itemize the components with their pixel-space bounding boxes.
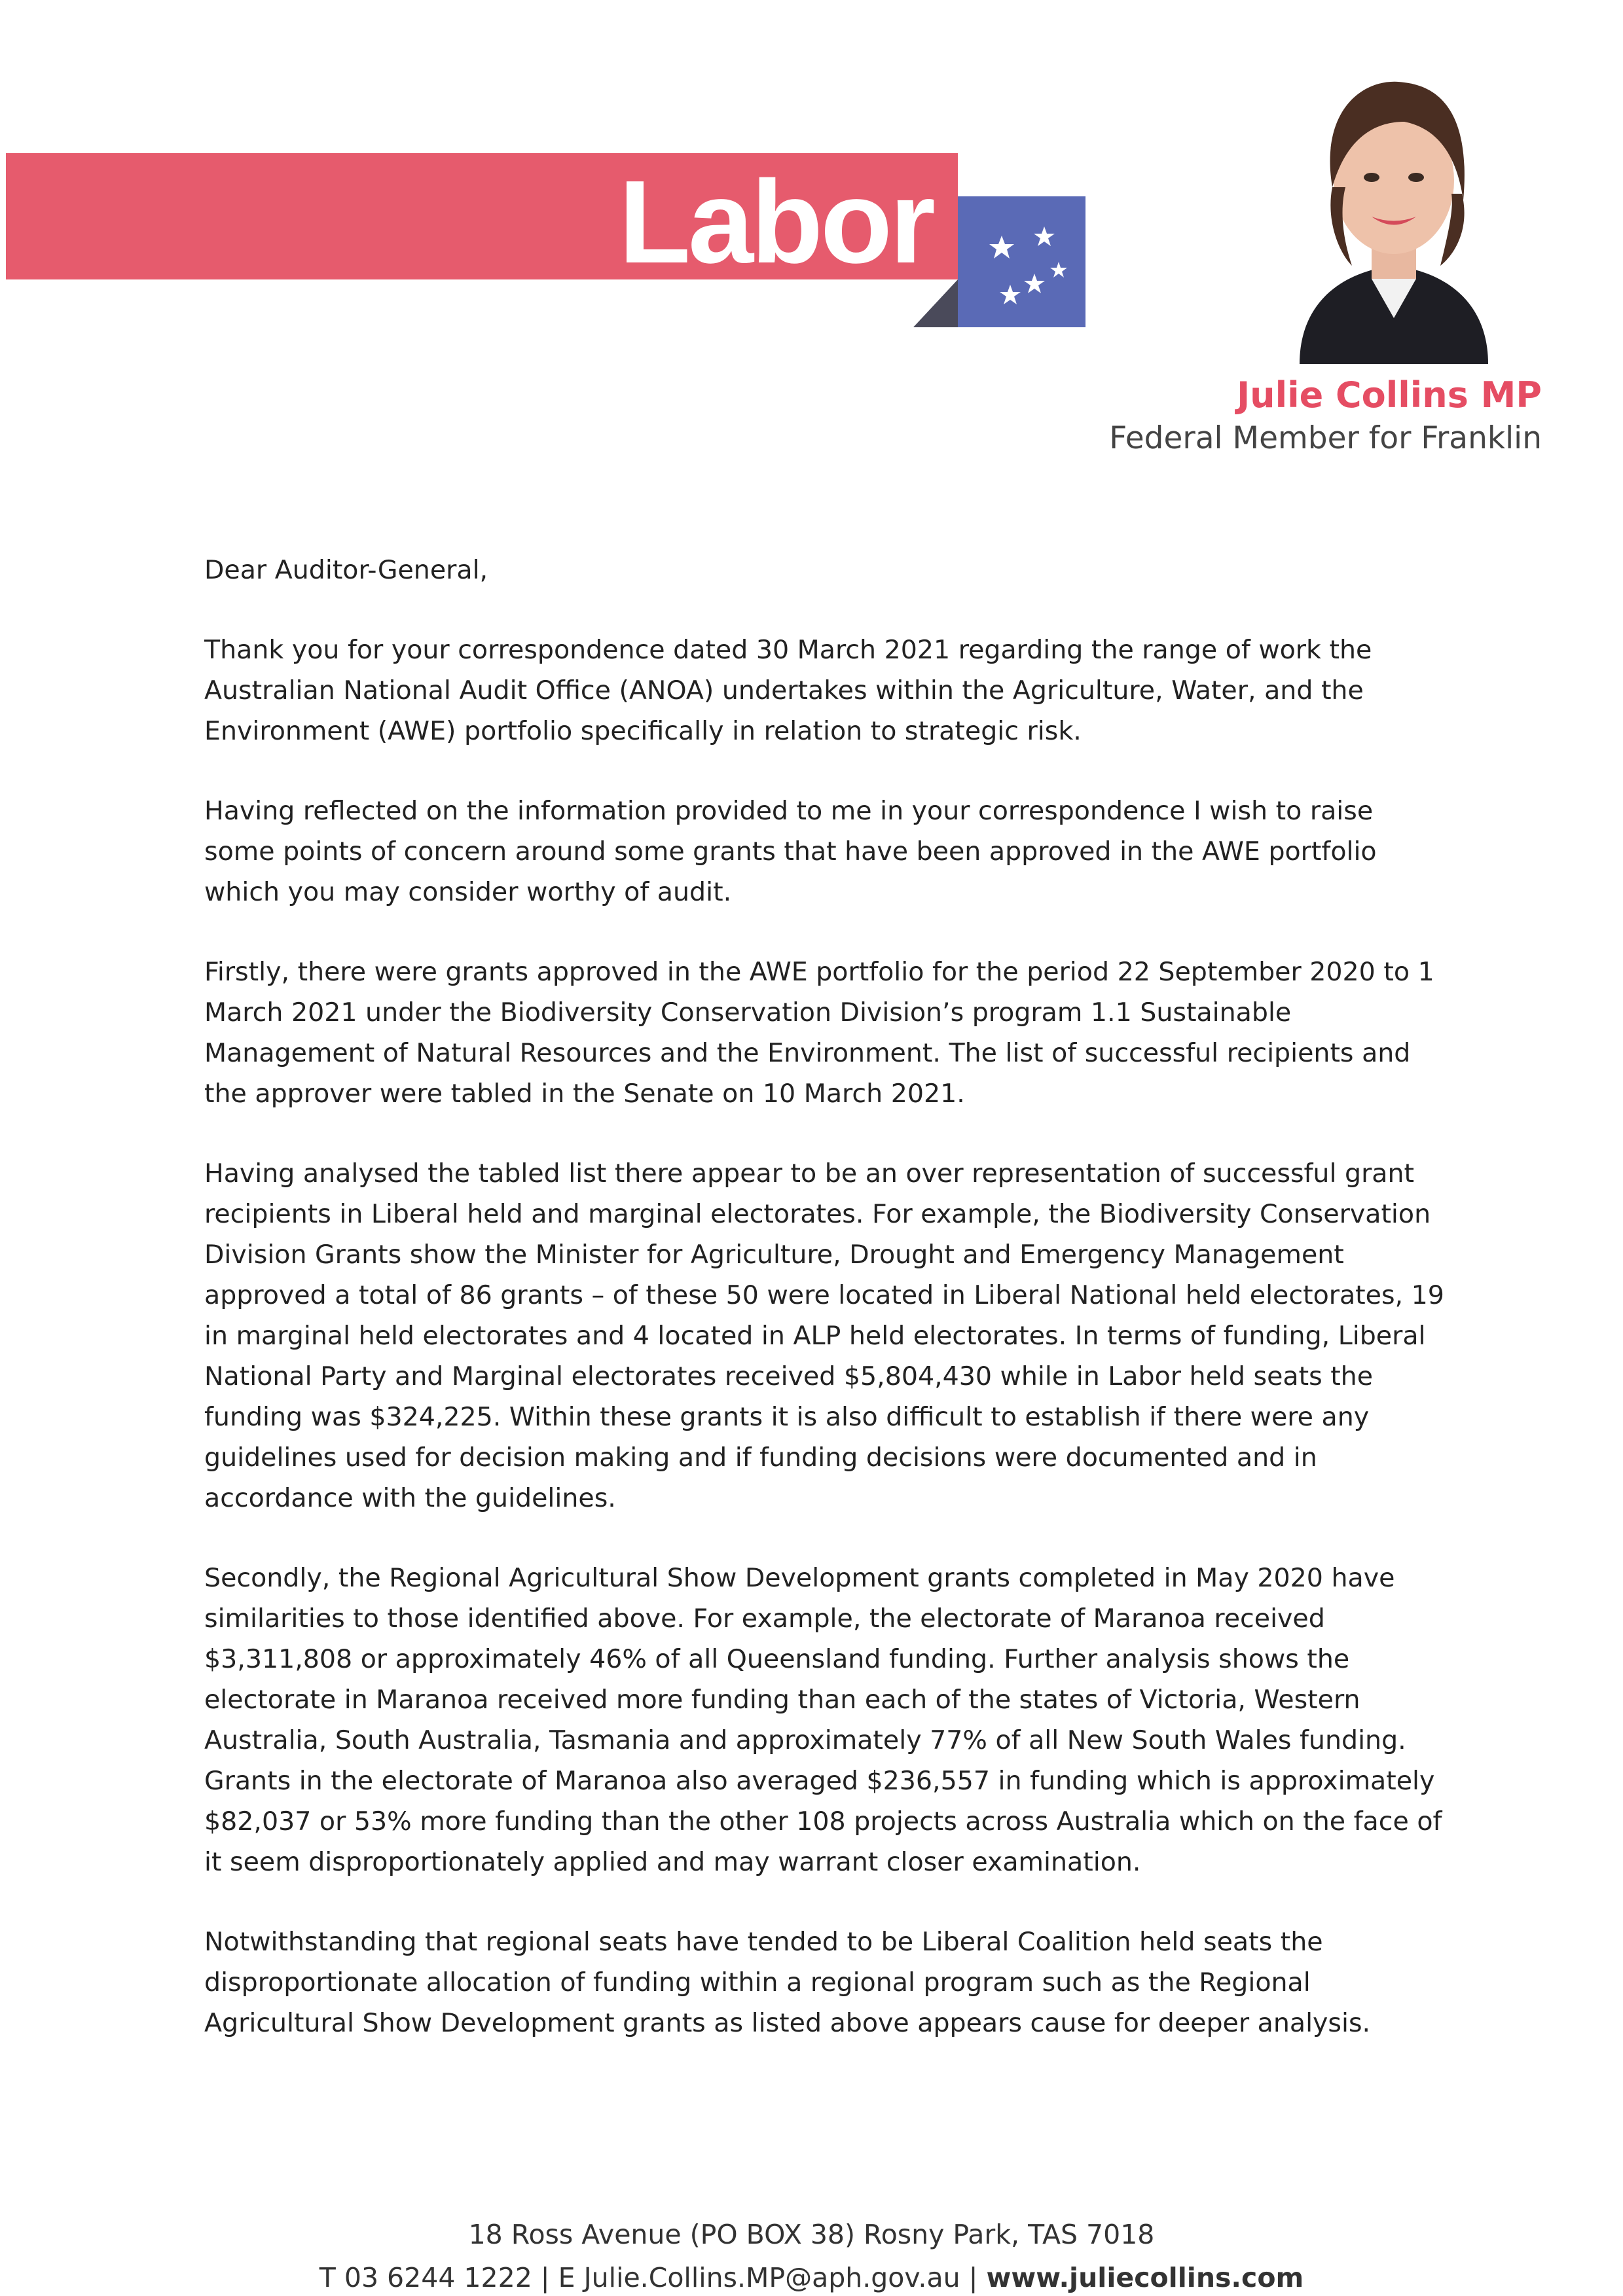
mp-portrait [1241, 56, 1547, 364]
footer-website-link[interactable]: www.juliecollins.com [986, 2262, 1304, 2293]
paragraph-5: Secondly, the Regional Agricultural Show Development grants completed in May 2020 have similarities to those identified above. For example, the electorate of Maranoa received $3,311,808 or approximately 46% of all Queensland funding. Further analysis shows the electorate in Maranoa received more funding than each of the states of Victoria, Western Australia, South Australia, Tasmania and approximately 77% of all New South Wales funding. Grants in the electorate of Maranoa also averaged $236,557 in funding which is approximately $82,037 or 53% more funding than the other 108 projects across Australia which on the face of it seem disproportionately applied and may warrant closer examination. [204, 1563, 1442, 1877]
paragraph-3: Firstly, there were grants approved in the AWE portfolio for the period 22 September 2020 to 1 March 2021 under the Biodiversity Conservation Division’s program 1.1 Sustainable Management of Natural Resources and the Environment. The list of successful recipients and the approver were tabled in the Senate on 10 March 2021. [204, 957, 1434, 1109]
letter-body [204, 550, 1448, 2083]
southern-cross-flag-icon [913, 196, 1085, 327]
paragraph-1: Thank you for your correspondence dated 30 March 2021 regarding the range of work the Australian National Audit Office (ANOA) undertakes within the Agriculture, Water, and the Environment (AWE) portfolio specifically in relation to strategic risk. [204, 635, 1372, 746]
mp-name: Julie Collins MP [1237, 374, 1542, 416]
footer-contact [0, 2259, 1623, 2296]
labor-logo-text: Labor [619, 156, 934, 288]
footer-contact-details: T 03 6244 1222 | E Julie.Collins.MP@aph.gov.au | [319, 2262, 987, 2293]
paragraph-2: Having reflected on the information provided to me in your correspondence I wish to raise some points of concern around some grants that have been approved in the AWE portfolio which you may consider worthy of audit. [204, 796, 1377, 907]
paragraph-6: Notwithstanding that regional seats have tended to be Liberal Coalition held seats the disproportionate allocation of funding within a regional program such as the Regional Agricultural Show Development grants as listed above appears cause for deeper analysis. [204, 1927, 1371, 2038]
paragraph-4: Having analysed the tabled list there appear to be an over representation of successful grant recipients in Liberal held and marginal electorates. For example, the Biodiversity Conservation Division Grants show the Minister for Agriculture, Drought and Emergency Management approved a total of 86 grants – of these 50 were located in Liberal National held electorates, 19 in marginal held electorates and 4 located in ALP held electorates. In terms of funding, Liberal National Party and Marginal electorates received $5,804,430 while in Labor held seats the funding was $324,225. Within these grants it is also difficult to establish if there were any guidelines used for decision making and if funding decisions were documented and in accordance with the guidelines. [204, 1158, 1444, 1513]
mp-role: Federal Member for Franklin [1109, 420, 1542, 456]
salutation: Dear Auditor-General, [204, 555, 488, 585]
footer-address: 18 Ross Avenue (PO BOX 38) Rosny Park, TAS 7018 [468, 2219, 1155, 2250]
